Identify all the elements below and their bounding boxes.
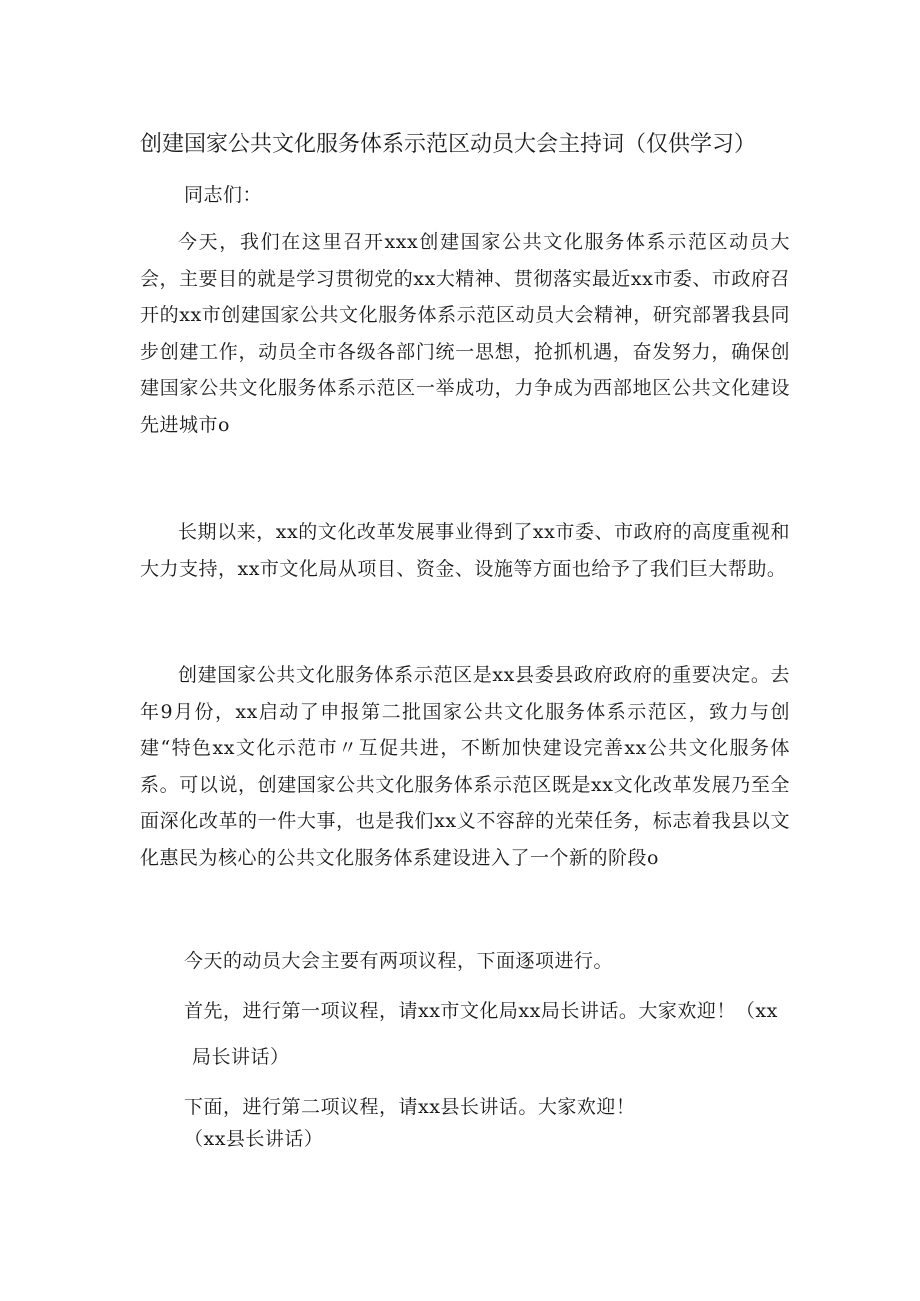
paragraph-3: 创建国家公共文化服务体系示范区是xx县委县政府政府的重要决定。去年9月份，xx启动了申报第二批国家公共文化服务体系示范区，致力与创建“特色xx文化示范市〃互促共进，不断加快建设完善xx公共文化服务体系。可以说，创建国家公共文化服务体系示范区既是xx文化改革发展乃至全面深化改革的一件大事，也是我们xx义不容辞的光荣任务，标志着我县以文化惠民为核心的公共文化服务体系建设进入了一个新的阶段ο <box>140 664 790 869</box>
agenda-item-1-note: 局长讲话） <box>192 1046 290 1068</box>
agenda-item-1: 首先，进行第一项议程，请xx市文化局xx局长讲话。大家欢迎！（xx <box>184 1000 778 1022</box>
agenda-item-2-note: （xx县长讲话） <box>184 1128 324 1150</box>
paragraph-4: 今天的动员大会主要有两项议程，下面逐项进行。 <box>184 950 614 972</box>
document-title: 创建国家公共文化服务体系示范区动员大会主持词（仅供学习） <box>140 132 757 157</box>
paragraph-2: 长期以来，xx的文化改革发展事业得到了xx市委、市政府的高度重视和大力支持，xx市文化局从项目、资金、设施等方面也给予了我们巨大帮助。 <box>140 521 790 580</box>
paragraph-1: 今天，我们在这里召开xxx创建国家公共文化服务体系示范区动员大会，主要目的就是学习贯彻党的xx大精神、贯彻落实最近xx市委、市政府召开的xx市创建国家公共文化服务体系示范区动员大会精神，研究部署我县同步创建工作，动员全市各级各部门统一思想，抢抓机遇，奋发努力，确保创建国家公共文化服务体系示范区一举成功，力争成为西部地区公共文化建设先进城市ο <box>140 231 790 436</box>
agenda-item-2: 下面，进行第二项议程，请xx县长讲话。大家欢迎！ <box>184 1096 636 1118</box>
greeting: 同志们： <box>184 184 263 206</box>
